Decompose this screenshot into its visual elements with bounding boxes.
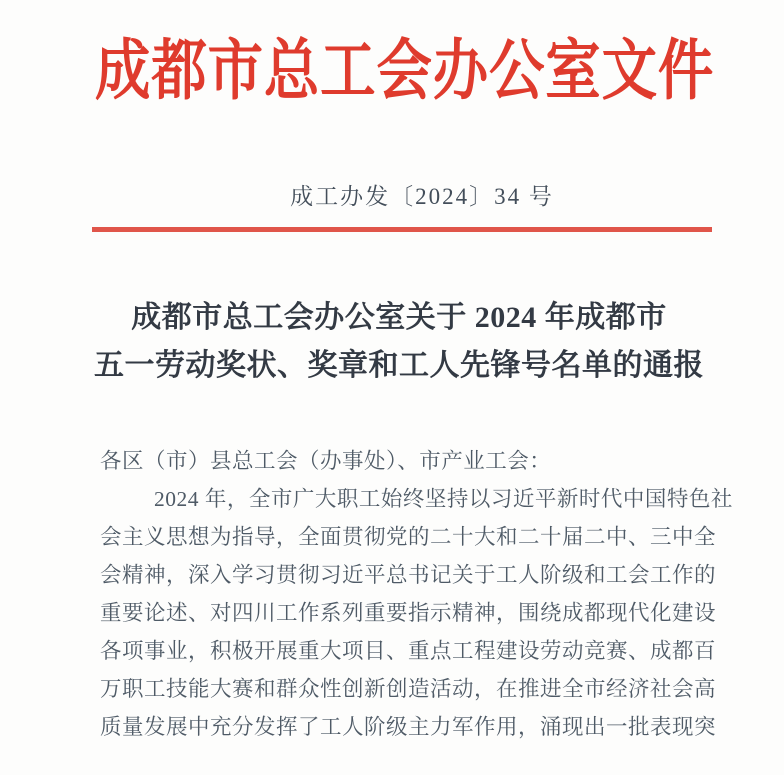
salutation-line: 各区（市）县总工会（办事处）、市产业工会：	[100, 449, 552, 473]
document-title-line-1: 成都市总工会办公室关于 2024 年成都市	[131, 301, 667, 334]
red-separator-rule	[92, 227, 712, 232]
body-line: 质量发展中充分发挥了工人阶级主力军作用，涌现出一批表现突	[100, 715, 717, 739]
body-line: 万职工技能大赛和群众性创新创造活动，在推进全市经济社会高	[100, 677, 717, 701]
document-number: 成工办发〔2024〕34 号	[290, 184, 554, 209]
body-line: 会主义思想为指导，全面贯彻党的二十大和二十届二中、三中全	[100, 525, 717, 549]
document-body	[100, 442, 733, 746]
body-line: 2024 年，全市广大职工始终坚持以习近平新时代中国特色社	[154, 487, 733, 511]
masthead-title: 成都市总工会办公室文件	[95, 35, 715, 108]
body-line: 会精神，深入学习贯彻习近平总书记关于工人阶级和工会工作的	[100, 563, 717, 587]
document-title-line-2: 五一劳动奖状、奖章和工人先锋号名单的通报	[94, 349, 704, 382]
body-line: 各项事业，积极开展重大项目、重点工程建设劳动竞赛、成都百	[100, 639, 717, 663]
body-line: 重要论述、对四川工作系列重要指示精神，围绕成都现代化建设	[100, 601, 717, 625]
document-title	[0, 294, 784, 390]
